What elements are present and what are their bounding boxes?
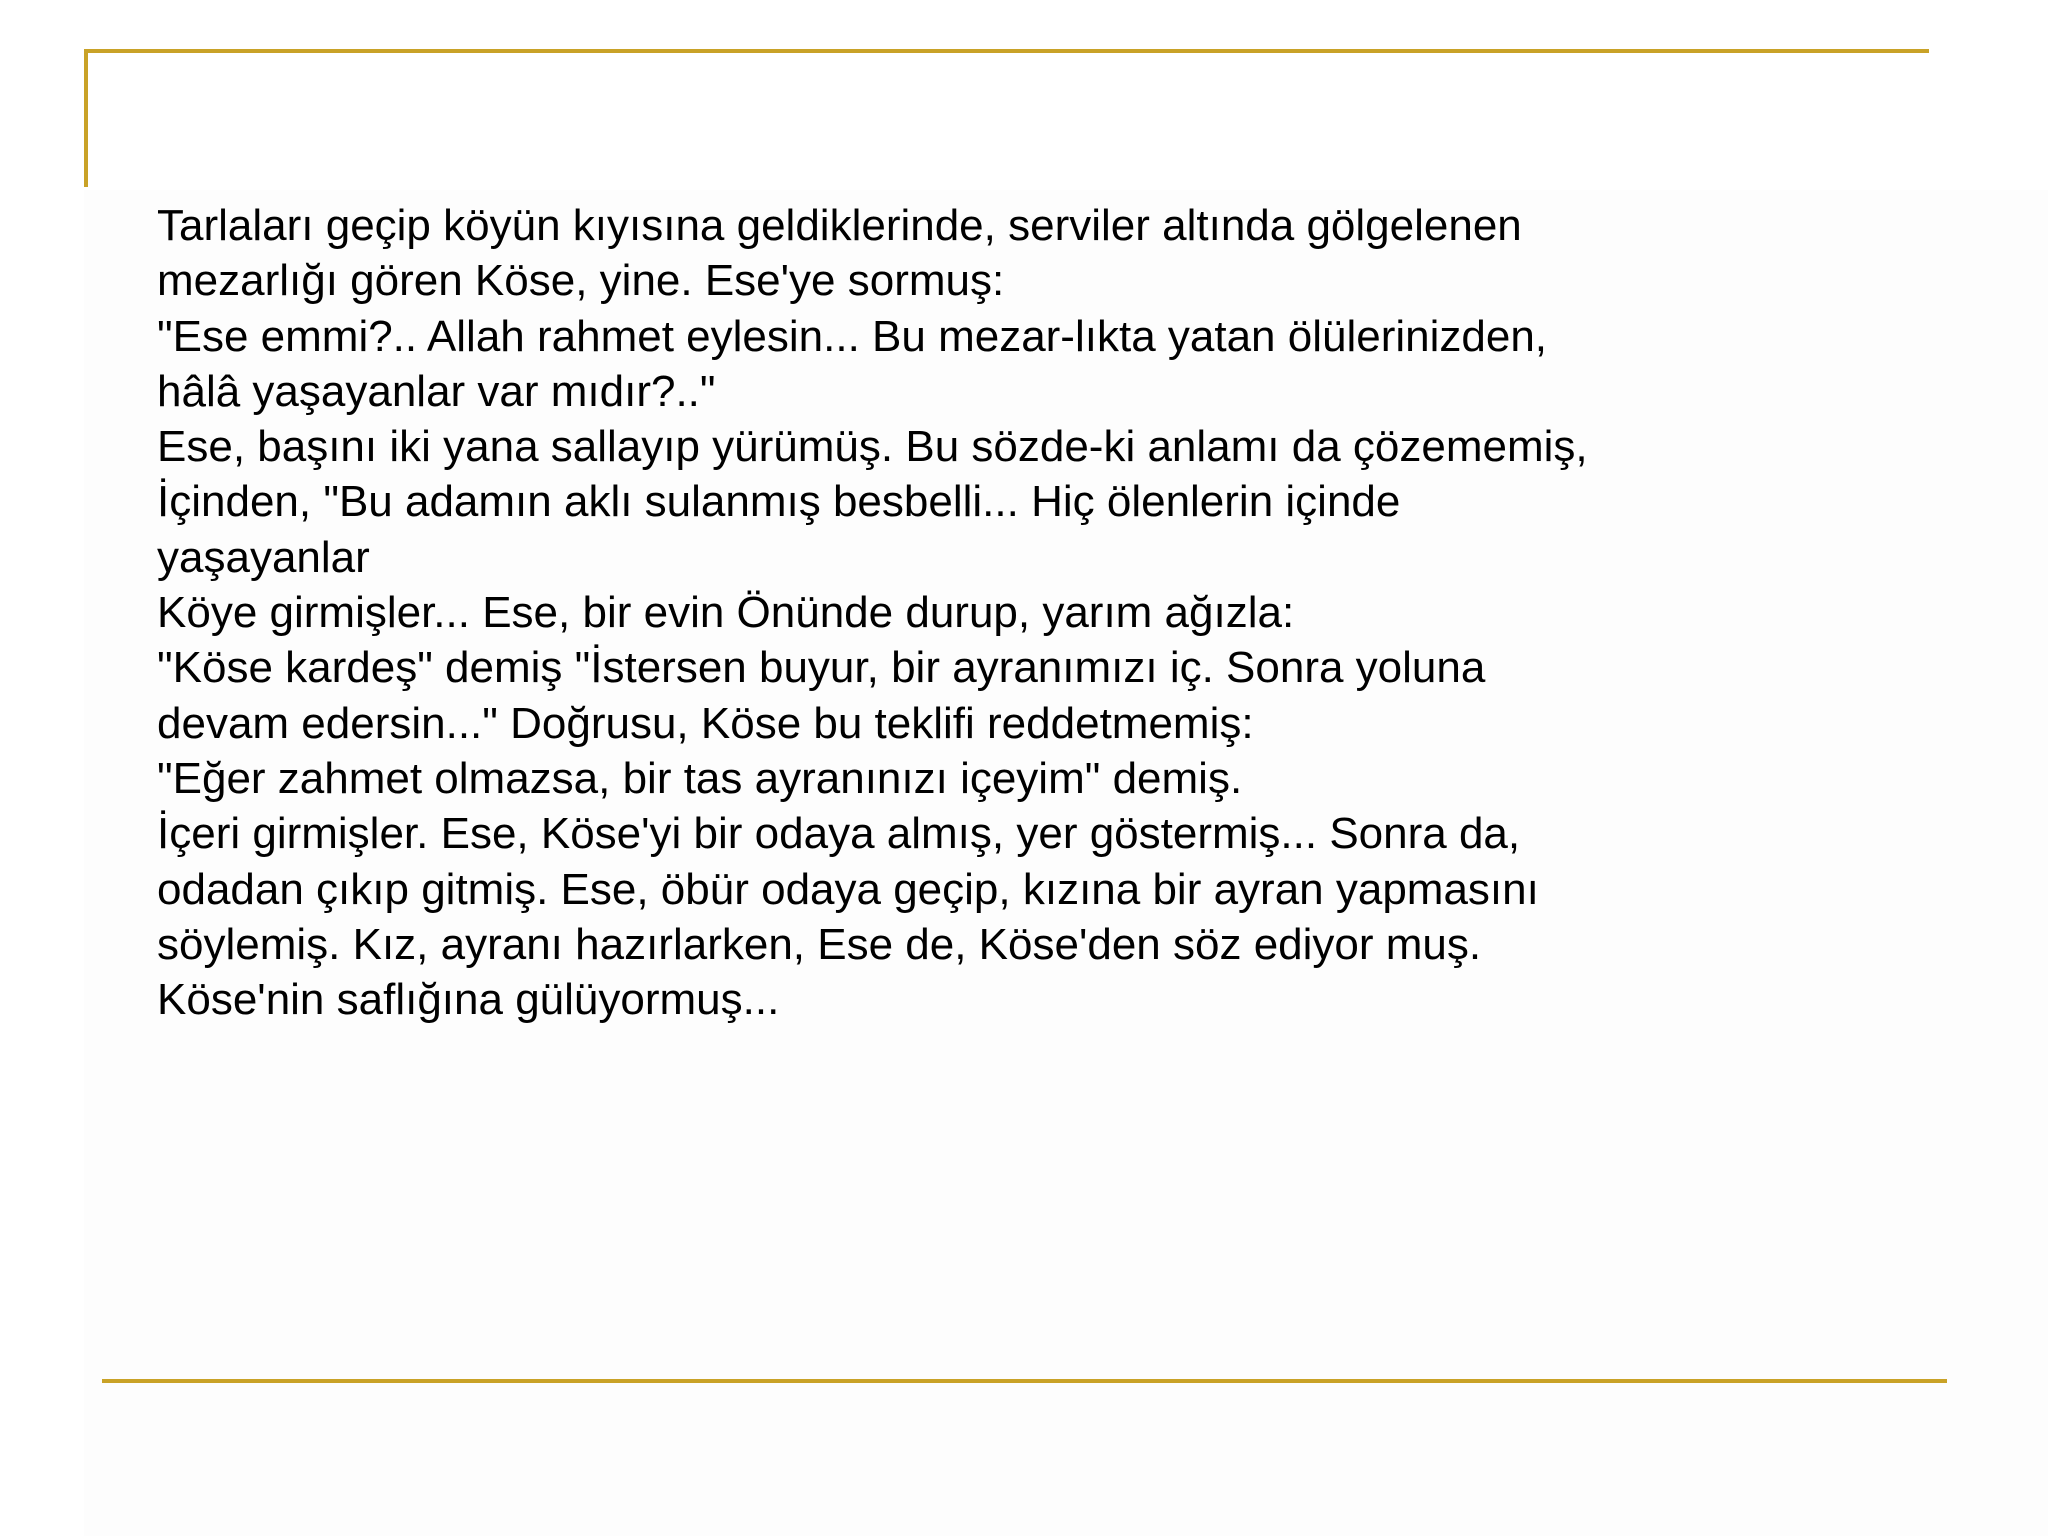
text-line: "Eğer zahmet olmazsa, bir tas ayranınızı içeyim" demiş. [157, 753, 1243, 803]
text-line: "Ese emmi?.. Allah rahmet eylesin... Bu mezar-lıkta yatan ölülerinizden, [157, 311, 1548, 361]
body-text [157, 198, 1917, 1027]
text-line: Ese, başını iki yana sallayıp yürümüş. Bu sözde-ki anlamı da çözememiş, [157, 422, 1588, 472]
bottom-accent-rule [102, 1379, 1947, 1383]
text-line: İçeri girmişler. Ese, Köse'yi bir odaya almış, yer göstermiş... Sonra da, [157, 809, 1521, 859]
left-accent-rule [84, 49, 88, 187]
text-line: hâlâ yaşayanlar var mıdır?.." [157, 366, 716, 416]
text-line: devam edersin..." Doğrusu, Köse bu teklifi reddetmemiş: [157, 698, 1254, 748]
text-line: Köse'nin saflığına gülüyormuş... [157, 975, 780, 1025]
text-line: Köye girmişler... Ese, bir evin Önünde durup, yarım ağızla: [157, 588, 1295, 638]
text-line: mezarlığı gören Köse, yine. Ese'ye sormuş: [157, 256, 1005, 306]
top-accent-rule [84, 49, 1929, 53]
text-line: "Köse kardeş" demiş "İstersen buyur, bir ayranımızı iç. Sonra yoluna [157, 643, 1486, 693]
text-line: İçinden, "Bu adamın aklı sulanmış besbelli... Hiç ölenlerin içinde [157, 477, 1401, 527]
text-line: yaşayanlar [157, 532, 370, 582]
text-line: söylemiş. Kız, ayranı hazırlarken, Ese de, Köse'den söz ediyor muş. [157, 919, 1482, 969]
text-line: Tarlaları geçip köyün kıyısına geldiklerinde, serviler altında gölgelenen [157, 201, 1522, 250]
text-line: odadan çıkıp gitmiş. Ese, öbür odaya geçip, kızına bir ayran yapmasını [157, 864, 1539, 914]
